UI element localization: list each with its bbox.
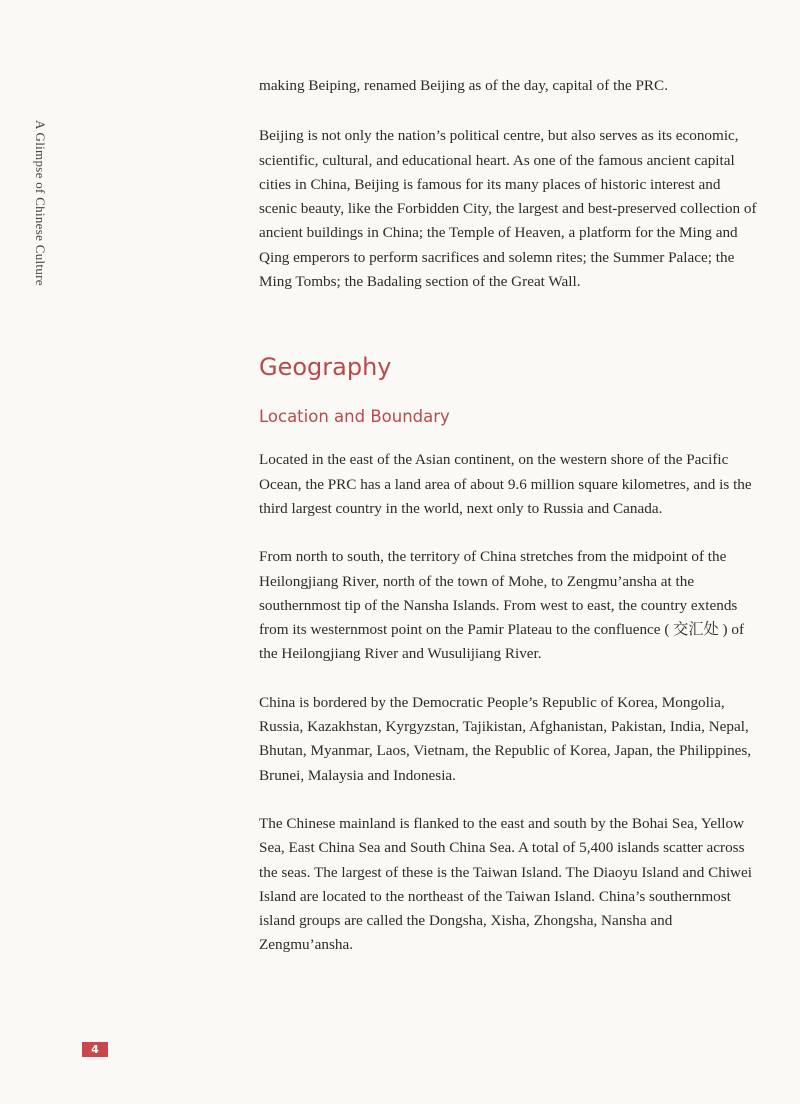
page-number-badge: 4 — [82, 1042, 108, 1057]
paragraph-seas-islands: The Chinese mainland is flanked to the east and south by the Bohai Sea, Yellow Sea, East China Sea and South China Sea. A total of 5,400 islands scatter across the seas. The largest of these is the Taiwan Island. The Diaoyu Island and Chiwei Island are located to the northeast of the Taiwan Island. China’s southernmost island groups are called the Dongsha, Xisha, Zhongsha, Nansha and Zengmu’ansha. — [259, 814, 752, 954]
paragraph-location: Located in the east of the Asian continent, on the western shore of the Pacific Ocean, the PRC has a land area of about 9.6 million square kilometres, and is the third largest country in the world, next only to Russia and Canada. — [259, 451, 752, 517]
section-heading-geography: Geography — [259, 353, 392, 382]
paragraph-borders: China is bordered by the Democratic People’s Republic of Korea, Mongolia, Russia, Kazakhstan, Kyrgyzstan, Tajikistan, Afghanistan, Pakistan, India, Nepal, Bhutan, Myanmar, Laos, Vietnam, the Republic of Korea, Japan, the Philippines, Brunei, Malaysia and Indonesia. — [259, 693, 752, 784]
paragraph-intro-continuation: making Beiping, renamed Beijing as of the day, capital of the PRC. — [259, 77, 668, 94]
running-title: A Glimpse of Chinese Culture — [33, 120, 48, 286]
paragraph-beijing: Beijing is not only the nation’s political centre, but also serves as its economic, scientific, cultural, and educational heart. As one of the famous ancient capital cities in China, Beijing is famous for its many places of historic interest and scenic beauty, like the Forbidden City, the largest and best-preserved collection of ancient buildings in China; the Temple of Heaven, a platform for the Ming and Qing emperors to perform sacrifices and solemn rites; the Summer Palace; the Ming Tombs; the Badaling section of the Great Wall. — [259, 127, 757, 291]
paragraph-extent: From north to south, the territory of China stretches from the midpoint of the Heilongjiang River, north of the town of Mohe, to Zengmu’ansha at the southernmost tip of the Nansha Islands. From west to east, the country extends from its westernmost point on the Pamir Plateau to the confluence ( 交汇处 ) of the Heilongjiang River and Wusulijiang River. — [259, 548, 745, 663]
main-content — [259, 74, 759, 982]
subsection-heading-location: Location and Boundary — [259, 407, 450, 427]
